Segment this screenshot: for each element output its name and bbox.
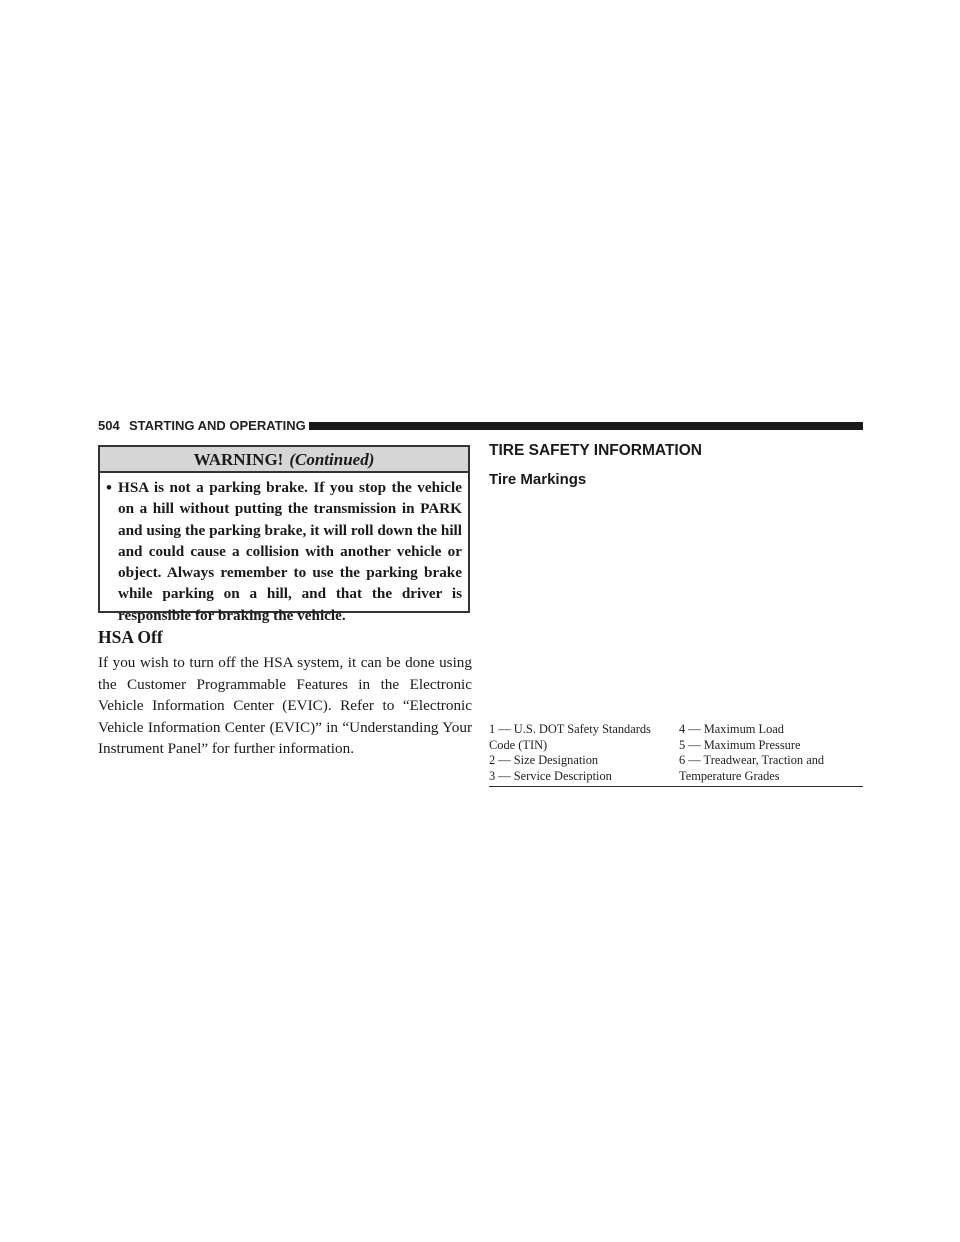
legend-item-4: 4 — Maximum Load xyxy=(679,722,784,736)
warning-body xyxy=(100,473,468,626)
bullet-icon: • xyxy=(106,478,112,497)
warning-continued: (Continued) xyxy=(289,450,375,469)
legend-item-5: 5 — Maximum Pressure xyxy=(679,737,801,752)
page-number: 504 xyxy=(98,418,120,433)
legend-item-6: 6 — Treadwear, Traction and xyxy=(679,753,825,767)
legend-item-2: 2 — Size Designation xyxy=(489,753,599,767)
figure-legend xyxy=(489,722,863,787)
legend-item-1-cont: Code (TIN) xyxy=(489,737,548,752)
tire-safety-heading: TIRE SAFETY INFORMATION xyxy=(489,442,702,459)
warning-box xyxy=(98,445,470,624)
page-header xyxy=(98,418,863,434)
warning-header xyxy=(100,447,468,473)
section-title: STARTING AND OPERATING xyxy=(129,418,306,433)
legend-item-1: 1 — U.S. DOT Safety Standards xyxy=(489,722,651,736)
header-rule xyxy=(309,422,863,430)
warning-text: HSA is not a parking brake. If you stop the vehicle on a hill without putting the transmission in PARK and using the parking brake, it will roll down the hill and could cause a collision with another vehicle or object. Always remember to use the parking brake while parking on a hill, and that the driver is responsible for braking the vehicle. xyxy=(118,479,462,624)
tire-markings-figure xyxy=(489,494,863,716)
tire-markings-subheading: Tire Markings xyxy=(489,471,587,488)
warning-title: WARNING! xyxy=(193,450,284,469)
legend-item-3: 3 — Service Description xyxy=(489,768,612,783)
hsa-off-heading: HSA Off xyxy=(98,627,163,647)
hsa-off-paragraph: If you wish to turn off the HSA system, it can be done using the Customer Programmable Features in the Electronic Vehicle Information Center (EVIC). Refer to “Electronic Vehicle Information Center (EVIC)” in “Understanding Your Instrument Panel” for further information. xyxy=(98,654,472,758)
legend-item-6-cont: Temperature Grades xyxy=(679,768,780,783)
